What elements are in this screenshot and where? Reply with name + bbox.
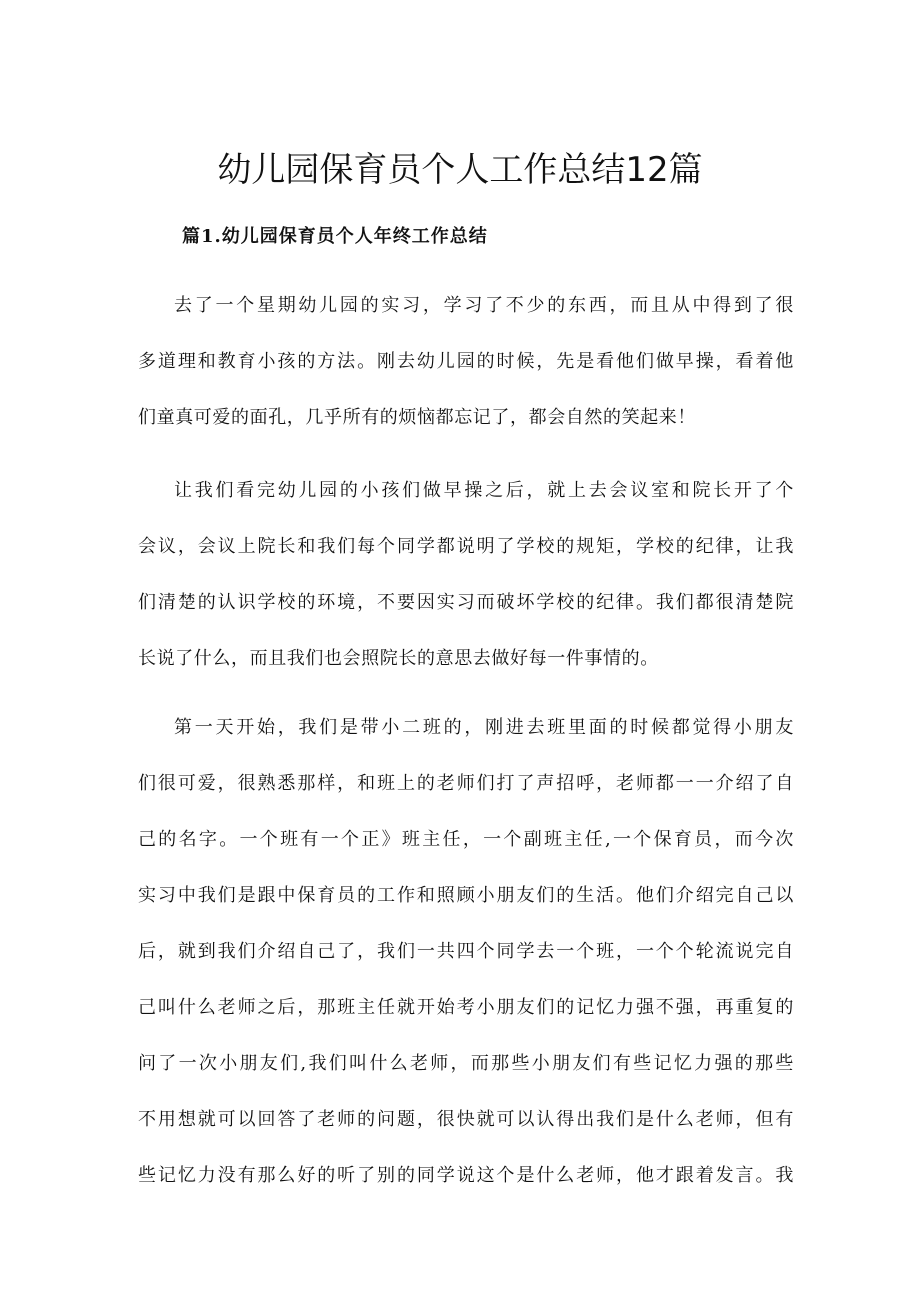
section-heading: 篇1.幼儿园保育员个人年终工作总结 <box>182 226 488 247</box>
paragraph-line: 问了一次小朋友们,我们叫什么老师，而那些小朋友们有些记忆力强的那些 <box>138 1053 794 1074</box>
paragraph-line: 己的名字。一个班有一个正》班主任，一个副班主任,一个保育员，而今次 <box>138 829 794 850</box>
paragraph-line: 己叫什么老师之后，那班主任就开始考小朋友们的记忆力强不强，再重复的 <box>138 997 794 1018</box>
paragraph-line: 让我们看完幼儿园的小孩们做早操之后，就上去会议室和院长开了个 <box>174 480 794 501</box>
paragraph-line: 长说了什么，而且我们也会照院长的意思去做好每一件事情的。 <box>138 648 659 669</box>
paragraph-1 <box>138 278 794 446</box>
paragraph-line: 多道理和教育小孩的方法。刚去幼儿园的时候，先是看他们做早操，看着他 <box>138 351 794 372</box>
paragraph-line: 们清楚的认识学校的环境，不要因实习而破坏学校的纪律。我们都很清楚院 <box>138 592 794 613</box>
paragraph-line: 会议，会议上院长和我们每个同学都说明了学校的规矩，学校的纪律，让我 <box>138 536 794 557</box>
paragraph-line: 们童真可爱的面孔，几乎所有的烦恼都忘记了，都会自然的笑起来！ <box>138 407 696 428</box>
document-title: 幼儿园保育员个人工作总结12篇 <box>217 150 703 190</box>
paragraph-line: 些记忆力没有那么好的听了别的同学说这个是什么老师，他才跟着发言。我 <box>138 1165 794 1186</box>
paragraph-2 <box>138 463 794 687</box>
paragraph-line: 去了一个星期幼儿园的实习，学习了不少的东西，而且从中得到了很 <box>174 295 794 316</box>
paragraph-line: 们很可爱，很熟悉那样，和班上的老师们打了声招呼，老师都一一介绍了自 <box>138 773 794 794</box>
paragraph-3 <box>138 700 794 1204</box>
paragraph-line: 实习中我们是跟中保育员的工作和照顾小朋友们的生活。他们介绍完自己以 <box>138 885 794 906</box>
paragraph-line: 后，就到我们介绍自己了，我们一共四个同学去一个班，一个个轮流说完自 <box>138 941 794 962</box>
paragraph-line: 第一天开始，我们是带小二班的，刚进去班里面的时候都觉得小朋友 <box>174 717 794 738</box>
paragraph-line: 不用想就可以回答了老师的问题，很快就可以认得出我们是什么老师，但有 <box>138 1109 794 1130</box>
